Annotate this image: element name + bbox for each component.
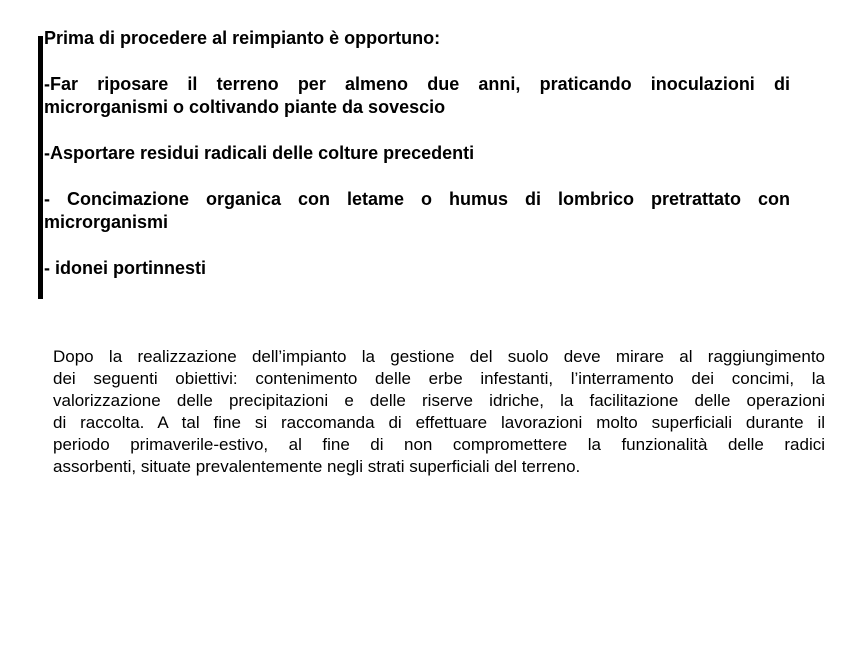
replanting-recommendations-block (44, 27, 790, 280)
text-line: -Asportare residui radicali delle colture precedenti (44, 143, 475, 163)
text-line: - idonei portinnesti (44, 258, 206, 278)
bullet-remove-root-residues (44, 142, 790, 165)
bullet-rootstocks (44, 257, 790, 280)
soil-management-block (53, 346, 825, 478)
text-line: valorizzazione delle precipitazioni e delle riserve idriche, la facilitazione delle operazioni (53, 391, 825, 410)
vertical-line-decoration (38, 36, 43, 299)
text-line: - Concimazione organica con letame o humus di lombrico pretrattato con (44, 189, 790, 209)
text-line: Prima di procedere al reimpianto è opportuno: (44, 28, 441, 48)
intro-heading-paragraph (44, 27, 790, 50)
text-line: di raccolta. A tal fine si raccomanda di effettuare lavorazioni molto superficiali durante il (53, 413, 825, 432)
soil-management-paragraph (53, 346, 825, 478)
bullet-rest-soil (44, 73, 790, 119)
text-line: assorbenti, situate prevalentemente negli strati superficiali del terreno. (53, 457, 581, 476)
text-line: dei seguenti obiettivi: contenimento delle erbe infestanti, l’interramento dei concimi, la (53, 369, 825, 388)
text-line: periodo primaverile-estivo, al fine di non compromettere la funzionalità delle radici (53, 435, 825, 454)
text-line: -Far riposare il terreno per almeno due anni, praticando inoculazioni di (44, 74, 790, 94)
text-line: microrganismi (44, 212, 169, 232)
text-line: microrganismi o coltivando piante da sovescio (44, 97, 446, 117)
bullet-organic-fertilization (44, 188, 790, 234)
text-line: Dopo la realizzazione dell’impianto la gestione del suolo deve mirare al raggiungimento (53, 347, 825, 366)
